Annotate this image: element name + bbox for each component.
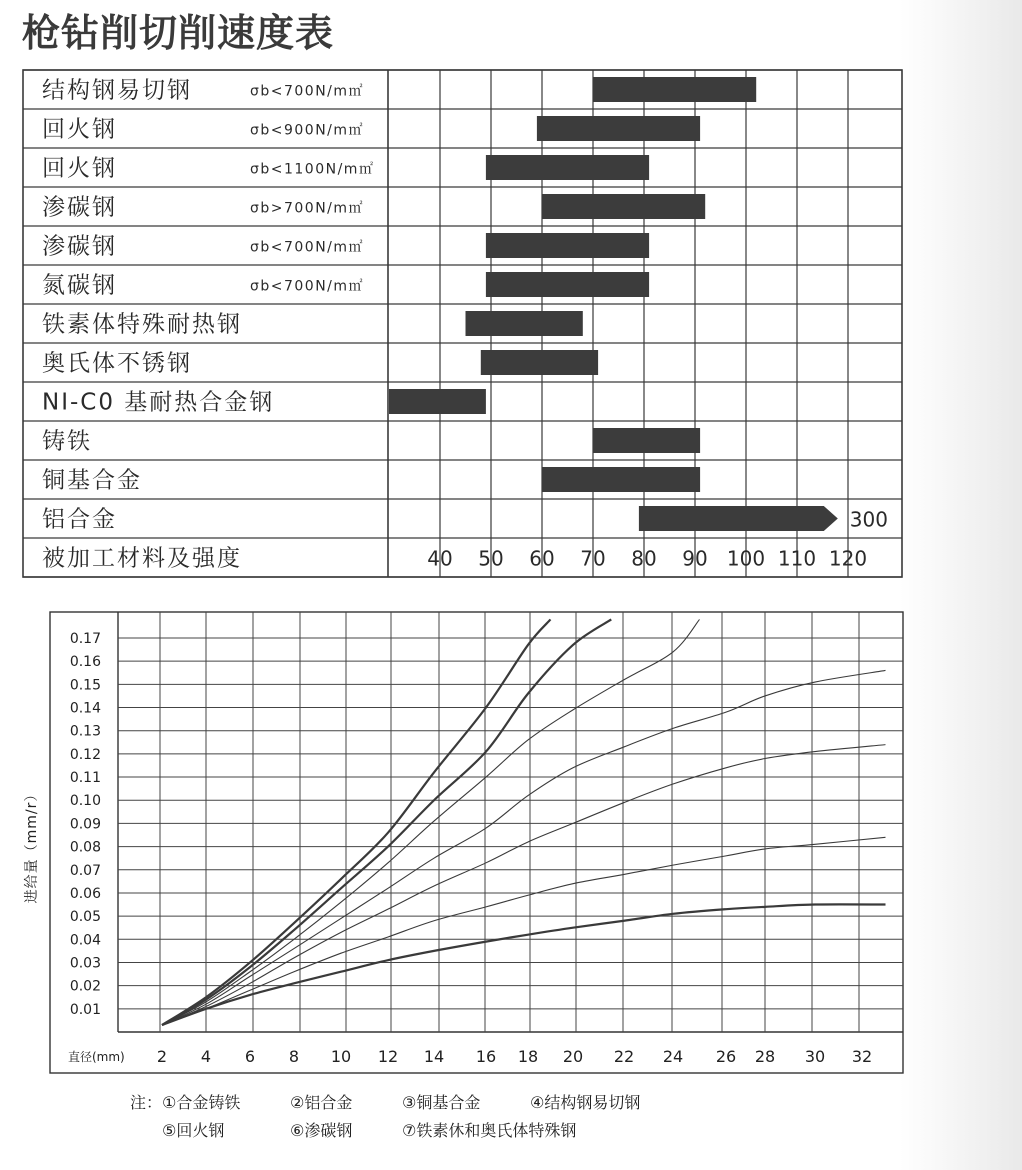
y-axis-label: 进给量（mm/r） [24, 786, 40, 904]
material-name: 回火钢 [42, 155, 117, 182]
x-tick-label: 30 [804, 1047, 826, 1066]
feed-curve-6 [162, 837, 886, 1025]
notes-prefix: 注： [130, 1093, 163, 1112]
x-tick-label: 8 [288, 1047, 300, 1066]
note-item: ②铝合金 [290, 1093, 353, 1112]
x-tick-label: 26 [715, 1047, 737, 1066]
x-tick-label: 80 [631, 546, 657, 571]
material-name: 铁素体特殊耐热钢 [42, 311, 242, 338]
speed-bar [537, 116, 700, 141]
x-tick-label: 110 [777, 546, 817, 571]
material-name: 铸铁 [42, 428, 92, 455]
x-tick-label: 10 [330, 1047, 352, 1066]
x-tick-label: 20 [562, 1047, 584, 1066]
material-name: 渗碳钢 [42, 194, 117, 221]
y-tick-label: 0.14 [69, 700, 101, 717]
x-tick-label: 16 [475, 1047, 497, 1066]
material-name: 铜基合金 [42, 467, 142, 494]
x-tick-label: 4 [200, 1047, 212, 1066]
material-strength: σb>700N/m㎡ [250, 200, 365, 217]
x-tick-label: 24 [662, 1047, 684, 1066]
bar-annotation: 300 [849, 507, 888, 532]
x-tick-label: 40 [427, 546, 453, 571]
x-tick-label: 22 [613, 1047, 635, 1066]
material-strength: σb<700N/m㎡ [250, 278, 365, 295]
x-tick-label: 12 [377, 1047, 399, 1066]
page-title: 枪钻削切削速度表 [22, 11, 335, 55]
speed-bar [481, 350, 598, 375]
x-tick-label: 14 [423, 1047, 445, 1066]
x-tick-label: 2 [156, 1047, 168, 1066]
y-tick-label: 0.02 [69, 978, 101, 995]
material-strength: σb<900N/m㎡ [250, 122, 365, 139]
curves-group [162, 619, 886, 1025]
y-tick-label: 0.03 [69, 955, 101, 972]
note-item: ⑦铁素休和奥氏体特殊钢 [402, 1121, 577, 1140]
note-item: ⑤回火钢 [162, 1121, 225, 1140]
x-tick-label: 50 [478, 546, 504, 571]
y-tick-label: 0.01 [69, 1001, 101, 1018]
speed-bar [593, 428, 700, 453]
y-tick-label: 0.17 [69, 631, 101, 647]
speed-bar [593, 77, 756, 102]
y-tick-label: 0.06 [69, 885, 101, 902]
note-item: ①合金铸铁 [162, 1093, 241, 1112]
feed-curve-3 [162, 619, 700, 1025]
y-tick-label: 0.05 [69, 909, 101, 926]
feed-curve-2 [162, 619, 611, 1025]
y-tick-label: 0.11 [69, 770, 101, 787]
y-tick-label: 0.12 [69, 746, 101, 763]
speed-bar [486, 155, 649, 180]
y-tick-label: 0.07 [69, 862, 101, 879]
y-tick-label: 0.04 [69, 932, 101, 949]
x-axis-label: 直径(mm) [68, 1050, 125, 1064]
x-tick-label: 60 [529, 546, 555, 571]
feed-curve-7 [162, 904, 886, 1025]
x-tick-label: 6 [244, 1047, 256, 1066]
speed-bar [639, 506, 838, 531]
y-tick-label: 0.13 [69, 723, 101, 740]
speed-bar [486, 272, 649, 297]
x-tick-label: 18 [517, 1047, 539, 1066]
speed-bar [486, 233, 649, 258]
feed-curve-4 [162, 670, 886, 1025]
material-name: 奥氏体不锈钢 [42, 350, 192, 377]
material-name: NI-C0 基耐热合金钢 [42, 389, 275, 416]
note-item: ③铜基合金 [402, 1093, 481, 1112]
speed-bar [466, 311, 583, 336]
x-tick-label: 32 [851, 1047, 873, 1066]
note-item: ⑥渗碳钢 [290, 1121, 353, 1140]
speed-bar [389, 389, 486, 414]
material-strength: σb<700N/m㎡ [250, 239, 365, 256]
material-name: 铝合金 [42, 506, 117, 533]
x-tick-label: 28 [754, 1047, 776, 1066]
speed-bar [542, 194, 705, 219]
material-name: 氮碳钢 [42, 272, 117, 299]
plot-frame [50, 612, 903, 1073]
y-tick-label: 0.10 [69, 793, 101, 810]
y-tick-label: 0.08 [69, 839, 101, 856]
material-name: 回火钢 [42, 116, 117, 143]
feed-curve-5 [162, 745, 886, 1025]
material-name: 结构钢易切钢 [42, 77, 192, 104]
speed-bar [542, 467, 700, 492]
x-tick-label: 100 [726, 546, 766, 571]
material-strength: σb<700N/m㎡ [250, 83, 365, 100]
x-tick-label: 90 [682, 546, 708, 571]
material-name: 渗碳钢 [42, 233, 117, 260]
note-item: ④结构钢易切钢 [530, 1093, 641, 1112]
feed-curve-1 [162, 619, 551, 1025]
x-tick-label: 120 [828, 546, 868, 571]
y-tick-label: 0.15 [69, 677, 101, 694]
row-label-footer: 被加工材料及强度 [42, 545, 242, 572]
y-tick-label: 0.09 [69, 816, 101, 833]
y-tick-label: 0.16 [69, 654, 101, 671]
material-strength: σb<1100N/m㎡ [250, 161, 375, 178]
x-tick-label: 70 [580, 546, 606, 571]
